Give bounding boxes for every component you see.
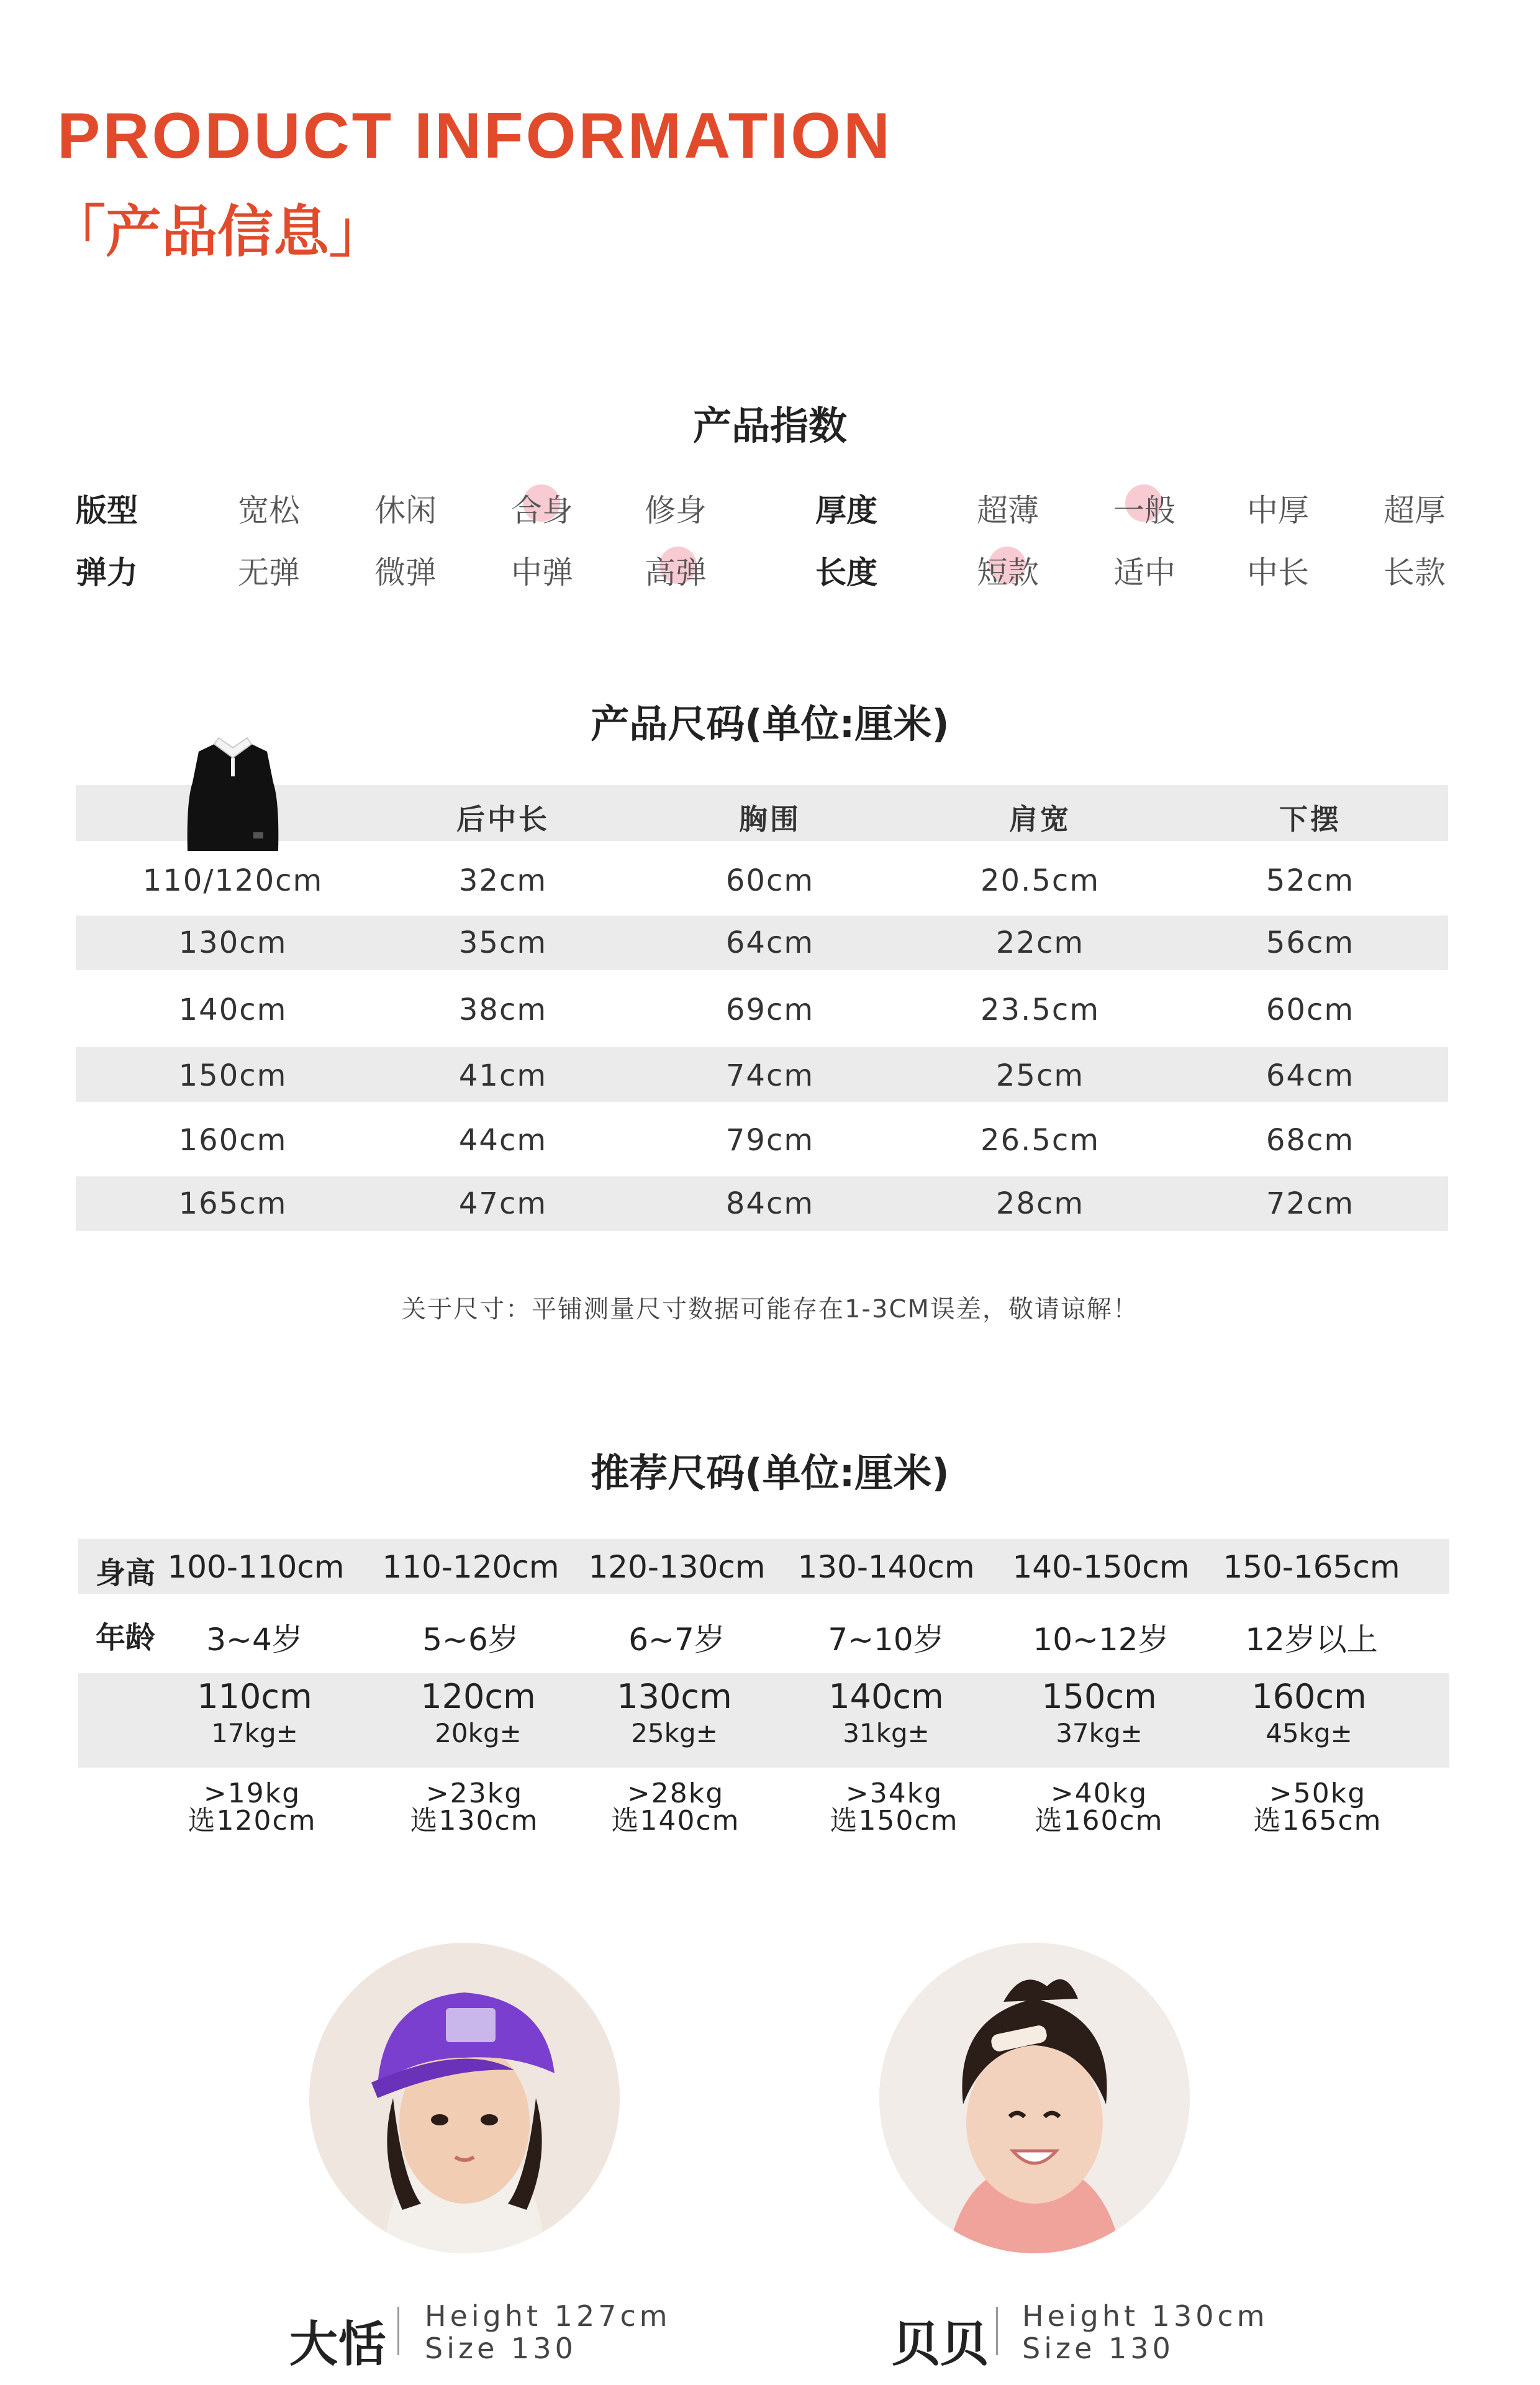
model-avatar-1 bbox=[309, 1943, 620, 2253]
model-size-2: Size 130 bbox=[1022, 2332, 1174, 2365]
index-option: 适中 bbox=[1113, 555, 1175, 591]
height-cell: 100-110cm bbox=[167, 1549, 345, 1585]
table-cell: 22cm bbox=[995, 925, 1085, 960]
size-note: 关于尺寸：平铺测量尺寸数据可能存在1-3CM误差，敬请谅解！ bbox=[401, 1295, 1139, 1324]
table-cell: 56cm bbox=[1266, 925, 1355, 960]
table-cell: 32cm bbox=[458, 863, 548, 898]
table-cell: 41cm bbox=[458, 1058, 548, 1093]
model-separator bbox=[996, 2307, 998, 2355]
weight-cell: 31kg± bbox=[843, 1718, 930, 1748]
table-cell: 60cm bbox=[1266, 993, 1355, 1027]
table-cell: 72cm bbox=[1266, 1186, 1355, 1221]
height-cell: 140-150cm bbox=[1012, 1549, 1190, 1585]
table-cell: 23.5cm bbox=[980, 993, 1100, 1027]
age-cell: 6~7岁 bbox=[628, 1622, 725, 1658]
model-name-2: 贝贝 bbox=[892, 2317, 989, 2373]
index-option: 中弹 bbox=[511, 555, 573, 591]
index-label-fit: 版型 bbox=[76, 493, 138, 529]
pick-cell: 选130cm bbox=[410, 1805, 539, 1837]
index-label-thickness: 厚度 bbox=[815, 493, 877, 529]
height-label: 身高 bbox=[96, 1556, 156, 1591]
size-cell: 160cm bbox=[1251, 1677, 1367, 1716]
over-weight-cell: >23kg bbox=[425, 1778, 523, 1809]
height-cell: 120-130cm bbox=[588, 1549, 766, 1585]
size-cell: 120cm bbox=[420, 1677, 536, 1716]
model-size-1: Size 130 bbox=[425, 2332, 577, 2365]
index-option: 修身 bbox=[645, 493, 707, 529]
age-cell: 3~4岁 bbox=[206, 1622, 303, 1658]
table-cell: 84cm bbox=[725, 1186, 815, 1221]
age-cell: 5~6岁 bbox=[422, 1622, 519, 1658]
index-option: 长款 bbox=[1384, 555, 1446, 591]
table-cell: 64cm bbox=[725, 925, 815, 960]
height-cell: 150-165cm bbox=[1223, 1549, 1400, 1585]
table-cell: 79cm bbox=[725, 1123, 815, 1158]
table-cell: 165cm bbox=[178, 1186, 288, 1221]
table-cell: 64cm bbox=[1266, 1058, 1355, 1093]
recommend-title: 推荐尺码(单位:厘米) bbox=[591, 1450, 949, 1496]
table-cell: 74cm bbox=[725, 1058, 815, 1093]
table-cell: 28cm bbox=[995, 1186, 1085, 1221]
weight-cell: 45kg± bbox=[1266, 1718, 1352, 1748]
table-header-cell: 胸围 bbox=[739, 802, 801, 836]
model-name-1: 大恬 bbox=[289, 2317, 387, 2373]
table-cell: 110/120cm bbox=[142, 863, 324, 898]
index-option: 休闲 bbox=[374, 493, 437, 529]
table-cell: 69cm bbox=[725, 993, 815, 1027]
size-cell: 110cm bbox=[197, 1677, 312, 1716]
table-header-cell: 后中长 bbox=[456, 802, 550, 836]
size-cell: 130cm bbox=[617, 1677, 732, 1716]
age-cell: 12岁以上 bbox=[1245, 1622, 1378, 1658]
girl-hairclip-avatar bbox=[879, 1943, 1190, 2253]
girl-purple-cap-avatar bbox=[309, 1943, 620, 2253]
table-header-cell: 肩宽 bbox=[1009, 802, 1071, 836]
index-label-length: 长度 bbox=[815, 555, 877, 591]
height-cell: 130-140cm bbox=[797, 1549, 975, 1585]
header-title-en: PRODUCT INFORMATION bbox=[57, 100, 893, 172]
table-cell: 160cm bbox=[178, 1123, 288, 1158]
weight-cell: 37kg± bbox=[1056, 1718, 1143, 1748]
model-avatar-2 bbox=[879, 1943, 1190, 2253]
table-cell: 68cm bbox=[1266, 1123, 1355, 1158]
over-weight-cell: >50kg bbox=[1269, 1778, 1367, 1809]
table-cell: 52cm bbox=[1266, 863, 1355, 898]
height-cell: 110-120cm bbox=[382, 1549, 559, 1585]
age-cell: 7~10岁 bbox=[828, 1622, 944, 1658]
index-option: 微弹 bbox=[374, 555, 437, 591]
index-label-stretch: 弹力 bbox=[76, 555, 138, 591]
pick-cell: 选165cm bbox=[1253, 1805, 1382, 1837]
index-option: 中厚 bbox=[1247, 493, 1309, 529]
product-index-title: 产品指数 bbox=[692, 403, 847, 448]
table-cell: 20.5cm bbox=[980, 863, 1100, 898]
table-cell: 130cm bbox=[178, 925, 288, 960]
size-cell: 140cm bbox=[828, 1677, 944, 1716]
index-option-selected: 短款 bbox=[977, 555, 1039, 591]
table-cell: 140cm bbox=[178, 993, 288, 1027]
weight-cell: 17kg± bbox=[211, 1718, 298, 1748]
header-title-cn: 「产品信息」 bbox=[50, 199, 385, 265]
age-cell: 10~12岁 bbox=[1033, 1622, 1169, 1658]
index-option-selected: 合身 bbox=[511, 493, 573, 529]
index-option-selected: 一般 bbox=[1113, 493, 1175, 529]
index-option: 超薄 bbox=[977, 493, 1039, 529]
table-cell: 150cm bbox=[178, 1058, 288, 1093]
vest-icon bbox=[180, 733, 286, 857]
table-cell: 47cm bbox=[458, 1186, 548, 1221]
table-cell: 26.5cm bbox=[980, 1123, 1100, 1158]
index-option: 中长 bbox=[1247, 555, 1309, 591]
over-weight-cell: >34kg bbox=[845, 1778, 943, 1809]
table-header-cell: 下摆 bbox=[1279, 802, 1341, 836]
age-label: 年龄 bbox=[96, 1620, 156, 1655]
size-cell: 150cm bbox=[1041, 1677, 1157, 1716]
pick-cell: 选160cm bbox=[1035, 1805, 1164, 1837]
pick-cell: 选120cm bbox=[188, 1805, 317, 1837]
index-option: 宽松 bbox=[238, 493, 300, 529]
pick-cell: 选150cm bbox=[830, 1805, 959, 1837]
table-cell: 25cm bbox=[995, 1058, 1085, 1093]
model-height-2: Height 130cm bbox=[1022, 2299, 1269, 2333]
over-weight-cell: >40kg bbox=[1050, 1778, 1148, 1809]
index-option: 超厚 bbox=[1384, 493, 1446, 529]
over-weight-cell: >19kg bbox=[203, 1778, 301, 1809]
index-option-selected: 高弹 bbox=[645, 555, 707, 591]
table-cell: 44cm bbox=[458, 1123, 548, 1158]
index-option: 无弹 bbox=[238, 555, 300, 591]
pick-cell: 选140cm bbox=[611, 1805, 740, 1837]
table-cell: 35cm bbox=[458, 925, 548, 960]
size-table-title: 产品尺码(单位:厘米) bbox=[591, 701, 949, 747]
model-separator bbox=[397, 2307, 399, 2355]
table-cell: 60cm bbox=[725, 863, 815, 898]
weight-cell: 25kg± bbox=[631, 1718, 718, 1748]
table-cell: 38cm bbox=[458, 993, 548, 1027]
over-weight-cell: >28kg bbox=[627, 1778, 725, 1809]
model-height-1: Height 127cm bbox=[425, 2299, 671, 2333]
weight-cell: 20kg± bbox=[435, 1718, 522, 1748]
